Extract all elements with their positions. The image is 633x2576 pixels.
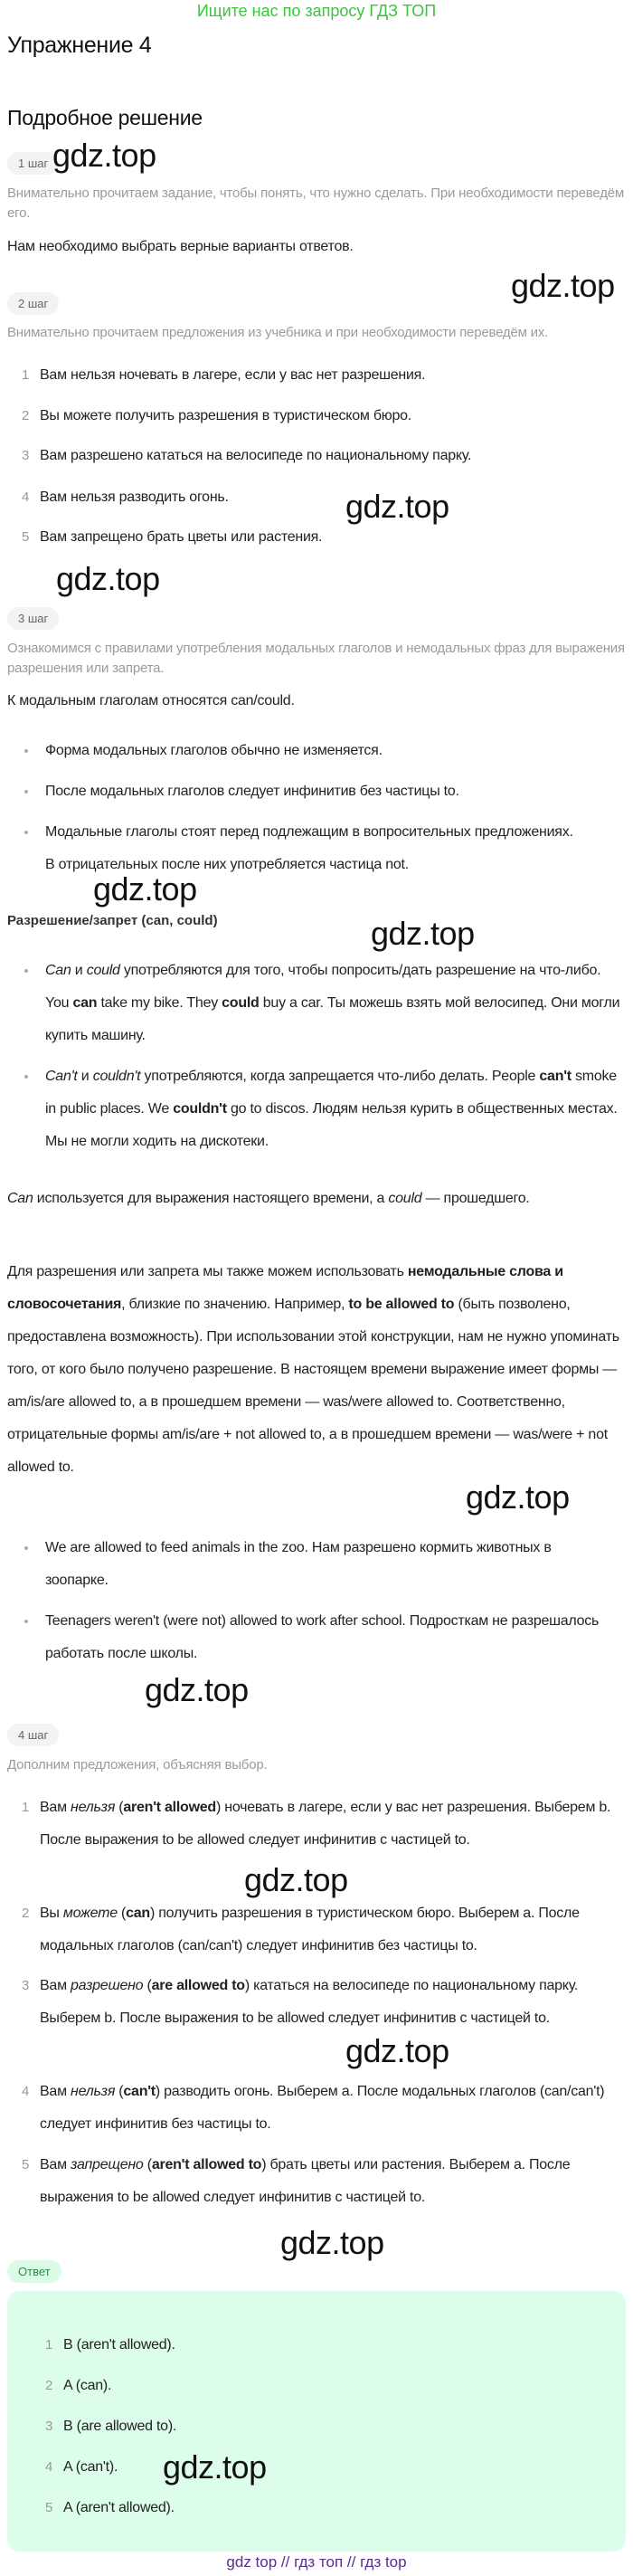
item-text: Вам нельзя ночевать в лагере, если у вас нет разрешения. (40, 367, 426, 383)
item-number: 1 (22, 1800, 30, 1815)
italic-term: could (86, 963, 120, 978)
answer-badge: Ответ (7, 2260, 61, 2283)
item-number: 4 (45, 2459, 53, 2475)
footer-links[interactable]: gdz top // гдз топ // гдз top (226, 2553, 407, 2571)
list-item (7, 400, 626, 433)
watermark: gdz.top (511, 267, 615, 304)
item-number: 1 (45, 2337, 53, 2353)
step-badge-1: 1 шаг (7, 152, 59, 175)
step-hint: Дополним предложения, объясняя выбор. (7, 1757, 268, 1773)
answer-item (45, 2370, 111, 2402)
bold-term: are allowed to (151, 1978, 245, 1993)
item-text: A (can). (63, 2378, 112, 2393)
bullet-icon (24, 969, 28, 973)
section-title: Подробное решение (7, 106, 203, 129)
italic-term: запрещено (71, 2157, 144, 2172)
list-item (7, 1970, 586, 2035)
rule-heading: Разрешение/запрет (can, could) (7, 913, 218, 928)
list-item (7, 2076, 626, 2141)
item-text: Вам запрещено брать цветы или растения. (40, 529, 323, 545)
item-number: 2 (22, 1906, 30, 1921)
bullet-icon (24, 1546, 28, 1550)
item-number: 4 (22, 490, 30, 505)
step-hint: Ознакомимся с правилами употребления модальных глаголов и немодальных фраз для выражения разрешения или запрета. (7, 641, 625, 676)
item-number: 2 (22, 408, 30, 423)
italic-term: Can't (45, 1069, 78, 1084)
bullet-item (7, 1532, 586, 1597)
item-text: B (are allowed to). (63, 2419, 177, 2434)
step-hint: Внимательно прочитаем задание, чтобы понять, что нужно сделать. При необходимости переведём его. (7, 185, 625, 221)
list-item (7, 2149, 626, 2214)
bullet-text: Форма модальных глаголов обычно не изменяется. (45, 743, 383, 758)
bullet-item (7, 1060, 626, 1158)
watermark: gdz.top (345, 2032, 449, 2069)
item-text: Вам нельзя (can't) разводить огонь. Выберем a. После модальных глаголов (can/can't) следует инфинитив без частицы to. (40, 2084, 605, 2132)
item-number: 3 (22, 448, 30, 463)
list-item (7, 1792, 626, 1857)
item-number: 5 (45, 2500, 53, 2515)
bullet-text: Can't и couldn't употребляются, когда запрещается что-либо делать. People can't smoke in public places. We couldn't go to discos. Людям нельзя курить в общественных местах. Мы не могли ходить на дискотеки. (45, 1069, 618, 1149)
item-text: Вам нельзя (aren't allowed) ночевать в лагере, если у вас нет разрешения. Выберем b. После выражения to be allowed следует инфинитив с частицей to. (40, 1800, 611, 1848)
item-text: Вам запрещено (aren't allowed to) брать цветы или растения. Выберем a. После выражения to be allowed следует инфинитив с частицей to. (40, 2157, 571, 2205)
bullet-text: После модальных глаголов следует инфинитив без частицы to. (45, 784, 459, 799)
item-number: 3 (45, 2419, 53, 2434)
list-item (7, 521, 626, 554)
bold-term: can't (123, 2084, 156, 2099)
bullet-item (7, 775, 626, 808)
item-number: 2 (45, 2378, 53, 2393)
step-hint: Внимательно прочитаем предложения из учебника и при необходимости переведём их. (7, 325, 549, 340)
italic-term: разрешено (71, 1978, 144, 1993)
watermark: gdz.top (466, 1478, 570, 1516)
bullet-item (7, 1605, 626, 1670)
watermark: gdz.top (345, 488, 449, 525)
watermark: gdz.top (56, 560, 160, 597)
italic-term: нельзя (71, 2084, 116, 2099)
watermark: gdz.top (145, 1671, 249, 1708)
italic-term: couldn't (92, 1069, 141, 1084)
tense-note: Can используется для выражения настоящего времени, а could — прошедшего. (7, 1191, 530, 1206)
bullet-item (7, 955, 626, 1052)
item-text: Вам нельзя разводить огонь. (40, 490, 229, 505)
bullet-text: We are allowed to feed animals in the zoo. Нам разрешено кормить животных в зоопарке. (45, 1540, 552, 1588)
nonmodal-paragraph: Для разрешения или запрета мы также можем использовать немодальные слова и словосочетания, близкие по значению. Например, to be allowed to (быть позволено, предоставлена возможность). При использовании этой конструкции, нам не нужно упоминать того, от кого было получено разрешение. В настоящем времени выражение имеет формы — am/is/are allowed to, а в прошедшем времени — was/were allowed to. Соответственно, отрицательные формы am/is/are + not allowed to, а в прошедшем времени — was/were + not allowed to. (7, 1264, 619, 1475)
bullet-item (7, 735, 626, 767)
bullet-icon (24, 1620, 28, 1623)
list-item (7, 359, 626, 392)
step-text: Нам необходимо выбрать верные варианты ответов. (7, 239, 354, 254)
list-item (7, 481, 626, 514)
item-number: 1 (22, 367, 30, 383)
bold-term: aren't allowed to (151, 2157, 262, 2172)
item-text: A (aren't allowed). (63, 2500, 175, 2515)
italic-term: Can (7, 1191, 33, 1206)
bullet-text: Модальные глаголы стоят перед подлежащим в вопросительных предложениях. В отрицательных после них употребляется частица not. (45, 824, 573, 872)
item-text: Вы можете (can) получить разрешения в туристическом бюро. Выберем a. После модальных глаголов (can/can't) следует инфинитив без частицы to. (40, 1906, 580, 1953)
answer-item (45, 2451, 118, 2484)
watermark: gdz.top (280, 2224, 384, 2261)
bold-term: to be allowed to (348, 1297, 455, 1312)
item-number: 4 (22, 2084, 30, 2099)
bold-term: can (72, 995, 98, 1011)
watermark: gdz.top (244, 1861, 348, 1898)
bold-term: couldn't (173, 1101, 227, 1117)
page-title: Упражнение 4 (7, 33, 152, 58)
italic-term: could (388, 1191, 422, 1206)
bold-term: aren't allowed (123, 1800, 216, 1815)
item-text: B (aren't allowed). (63, 2337, 175, 2353)
step-badge-3: 3 шаг (7, 607, 59, 630)
step-badge-4: 4 шаг (7, 1724, 59, 1746)
italic-term: Can (45, 963, 71, 978)
italic-term: можете (62, 1906, 118, 1921)
item-number: 5 (22, 529, 30, 545)
item-text: Вам разрешено кататься на велосипеде по национальному парку. (40, 448, 472, 463)
bullet-icon (24, 831, 28, 834)
bullet-icon (24, 749, 28, 753)
item-number: 5 (22, 2157, 30, 2172)
list-item (7, 1897, 626, 1963)
watermark: gdz.top (52, 137, 156, 174)
bullet-text: Can и could употребляются для того, чтобы попросить/дать разрешение на что-либо. You can take my bike. They could buy a car. Ты можешь взять мой велосипед. Они могли купить машину. (45, 963, 620, 1043)
item-text: Вы можете получить разрешения в туристическом бюро. (40, 408, 411, 423)
bold-term: can (126, 1906, 150, 1921)
bold-term: немодальные слова и словосочетания (7, 1264, 563, 1312)
bullet-icon (24, 1075, 28, 1079)
italic-term: нельзя (71, 1800, 116, 1815)
answer-item (45, 2410, 176, 2443)
item-text: A (can't). (63, 2459, 118, 2475)
bold-term: could (222, 995, 260, 1011)
step-badge-2: 2 шаг (7, 292, 59, 315)
bullet-text: Teenagers weren't (were not) allowed to work after school. Подросткам не разрешалось работать после школы. (45, 1613, 600, 1661)
bold-term: can't (539, 1069, 572, 1084)
watermark: gdz.top (163, 2448, 267, 2486)
item-number: 3 (22, 1978, 30, 1993)
answer-item (45, 2492, 175, 2524)
search-banner[interactable]: Ищите нас по запросу ГДЗ ТОП (196, 2, 437, 20)
step-text: К модальным глаголам относятся can/could. (7, 693, 295, 708)
item-text: Вам разрешено (are allowed to) кататься на велосипеде по национальному парку. Выберем b. После выражения to be allowed следует инфинитив с частицей to. (40, 1978, 579, 2026)
answer-item (45, 2329, 175, 2362)
bullet-icon (24, 790, 28, 794)
watermark: gdz.top (93, 870, 197, 908)
watermark: gdz.top (371, 915, 475, 952)
list-item (7, 440, 626, 472)
